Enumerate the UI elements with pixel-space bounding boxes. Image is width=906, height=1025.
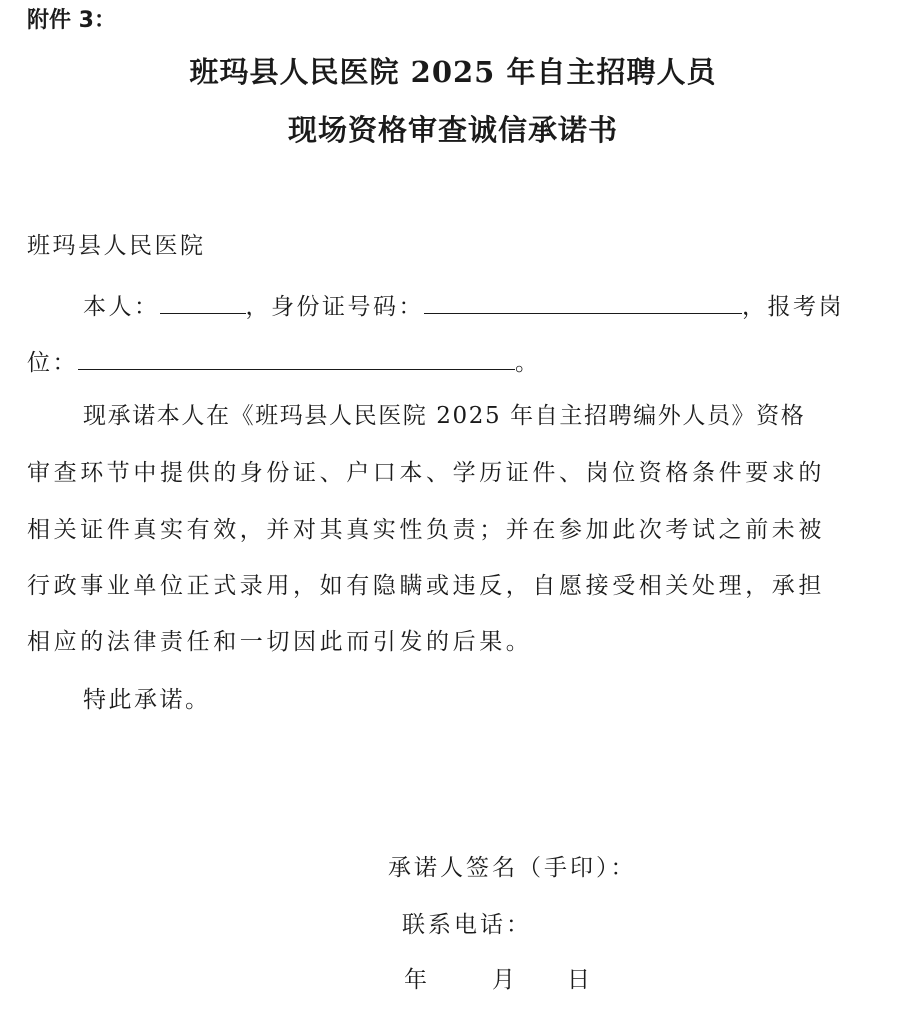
name-label: 本人： (83, 294, 160, 320)
id-number-blank[interactable] (424, 287, 742, 314)
closing-statement: 特此承诺。 (83, 687, 211, 713)
position-label-part2: 位： (27, 350, 78, 376)
body-line-5: 相应的法律责任和一切因此而引发的后果。 (27, 629, 533, 655)
position-label-part1: ，报考岗 (742, 294, 844, 320)
date-year: 年 (404, 967, 430, 993)
date-month: 月 (492, 967, 518, 993)
id-label: ，身份证号码： (245, 294, 424, 320)
body-line-4: 行政事业单位正式录用，如有隐瞒或违反，自愿接受相关处理，承担 (27, 573, 825, 599)
body-line-3: 相关证件真实有效，并对其真实性负责；并在参加此次考试之前未被 (27, 517, 825, 543)
page-subtitle: 现场资格审查诚信承诺书 (287, 113, 618, 147)
body-line-1: 现承诺本人在《班玛县人民医院 2025 年自主招聘编外人员》资格 (83, 403, 806, 429)
signer-label: 承诺人签名（手印）： (388, 855, 637, 881)
position-blank[interactable] (78, 343, 515, 370)
addressee: 班玛县人民医院 (27, 233, 206, 259)
position-line (27, 343, 889, 380)
name-blank[interactable] (160, 287, 246, 314)
attachment-label: 附件 3： (27, 8, 116, 33)
page-title: 班玛县人民医院 2025 年自主招聘人员 (189, 55, 717, 89)
identity-line (83, 287, 889, 324)
date-day: 日 (567, 967, 593, 993)
body-line-2: 审查环节中提供的身份证、户口本、学历证件、岗位资格条件要求的 (27, 460, 825, 486)
phone-label: 联系电话： (402, 912, 532, 938)
position-end-mark: 。 (515, 350, 541, 376)
